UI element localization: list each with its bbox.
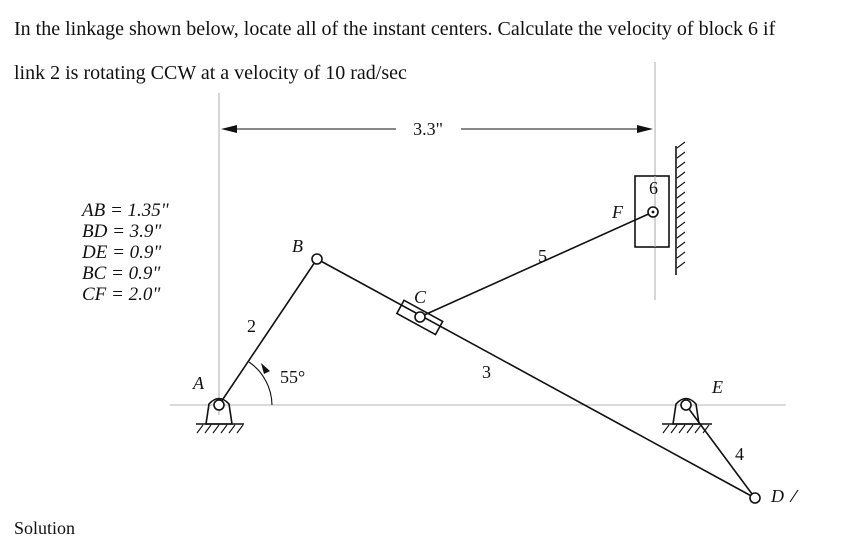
dimension-cf: CF = 2.0"	[82, 284, 161, 305]
ground-hatch-a	[197, 425, 243, 433]
pin-f-center	[652, 211, 655, 214]
dimension-bd: BD = 3.9"	[82, 221, 162, 242]
dimension-ab: AB = 1.35"	[82, 200, 169, 221]
point-label-d-mark	[790, 490, 798, 502]
link-label-5: 5	[538, 246, 547, 266]
overall-dimension	[221, 119, 653, 139]
pin-d	[750, 493, 760, 503]
dimension-arrow-left	[221, 125, 237, 133]
pin-b	[312, 254, 322, 264]
link-4	[686, 405, 755, 498]
dimension-list	[80, 200, 170, 305]
link-label-3: 3	[482, 362, 491, 382]
dimension-bc: BC = 0.9"	[82, 263, 161, 284]
angle-label: 55°	[280, 367, 306, 387]
slider-guide-wall	[676, 142, 685, 275]
link-label-4: 4	[735, 444, 744, 464]
point-label-f: F	[612, 202, 623, 222]
point-label-e: E	[712, 377, 723, 397]
angle-arc	[249, 362, 272, 405]
solution-heading-partial: Solution	[14, 518, 76, 538]
overall-dimension-label: 3.3"	[413, 119, 443, 139]
problem-line-1: In the linkage shown below, locate all of the instant centers. Calculate the velocity of block 6 if	[14, 18, 776, 40]
pin-a	[214, 400, 224, 410]
point-label-b: B	[292, 236, 303, 256]
link-3	[317, 259, 755, 498]
point-label-a: A	[193, 373, 204, 393]
point-label-d: D	[771, 486, 784, 506]
angle-indicator	[249, 362, 305, 405]
link-label-2: 2	[247, 316, 256, 336]
pin-c	[415, 312, 425, 322]
problem-line-2: link 2 is rotating CCW at a velocity of 10 rad/sec	[14, 62, 407, 84]
dimension-de: DE = 0.9"	[82, 242, 162, 263]
dimension-arrow-right	[637, 125, 653, 133]
angle-arrow	[261, 363, 270, 374]
link-label-6: 6	[649, 178, 658, 198]
point-label-c: C	[414, 287, 427, 307]
pin-e	[681, 400, 691, 410]
wall-hatch	[677, 142, 685, 268]
